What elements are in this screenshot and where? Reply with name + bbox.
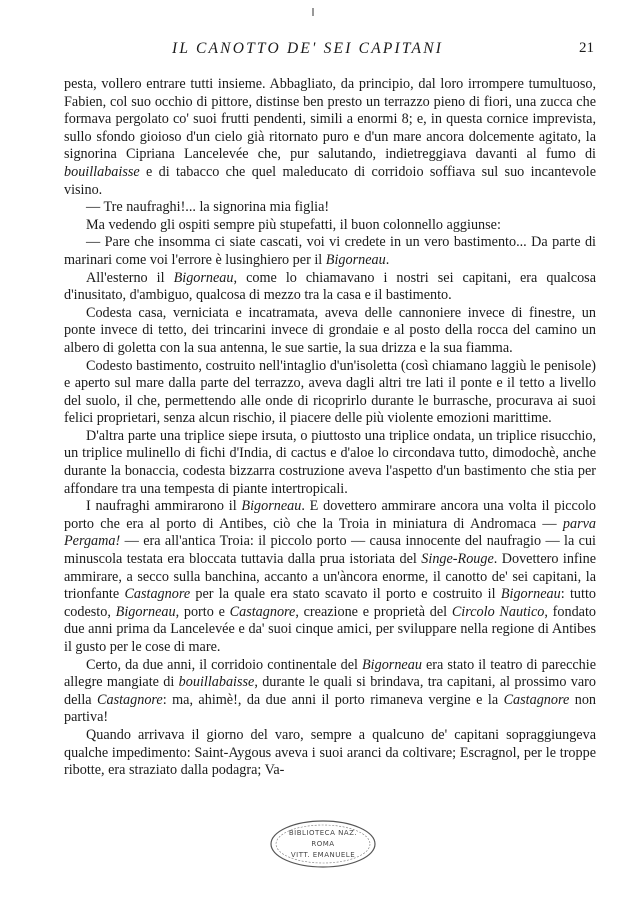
page-header: [64, 40, 594, 60]
body-text: [64, 76, 596, 780]
paragraph: — Tre naufraghi!... la signorina mia figlia!: [86, 199, 330, 216]
paragraph: — Pare che insomma ci siate cascati, voi vi credete in un vero bastimento... Da parte di marinari come voi l'errore è lusinghiero per il Bigorneau.: [64, 234, 596, 268]
stamp-text-line1: BIBLIOTECA NAZ.: [288, 829, 358, 837]
paragraph: Quando arrivava il giorno del varo, sempre a qualcuno de' capitani sopraggiungeva qualche impedimento: Saint-Aygous aveva i suoi aranci da coltivare; Escragnol, per le troppe ribotte, era straziato dalla podagra; Va-: [64, 726, 596, 779]
paragraph: Certo, da due anni, il corridoio continentale del Bigorneau era stato il teatro di parecchie allegre mangiate di bouillabaisse, durante le quali si brindava, tra capitani, al prossimo varo della Castagnore: ma, ahimè!, da due anni il porto rimaneva vergine e la Castagnore non partiva!: [64, 656, 597, 726]
top-edge-mark: [312, 8, 314, 16]
stamp-text-line3: VITT. EMANUELE: [290, 851, 356, 859]
paragraph: All'esterno il Bigorneau, come lo chiamavano i nostri sei capitani, era qualcosa d'inusitato, d'ambiguo, qualcosa di mezzo tra la casa e il bastimento.: [64, 269, 596, 304]
page-number: 21: [579, 40, 594, 56]
library-stamp: [268, 818, 378, 870]
paragraph: Codesta casa, verniciata e incatramata, aveva delle cannoniere invece di finestre, un ponte invece di tetto, dei trincarini invece di grondaie e al posto della rocca del camino un albero di goletta con la sua antenna, le sue sartie, la sua drizza e la sua fiamma.: [64, 304, 596, 356]
paragraph: I naufraghi ammirarono il Bigorneau. E dovettero ammirare ancora una volta il piccolo porto che era al porto di Antibes, ciò che la Troia in miniatura di Andromaca — parva Pergama! — era all'antica Troia: il piccolo porto — causa innocente del naufragio — la cui minuscola testata era bloccata tuttavia dalla prua istoriata del Singe-Rouge. Dovettero infine ammirare, a secco sulla banchina, accanto a un'àncora enorme, il canotto de' sei capitani, la trionfante Castagnore per la quale era stato scavato il porto e costruito il Bigorneau: tutto codesto, Bigorneau, porto e Castagnore, creazione e proprietà del Circolo Nautico, fondato due anni prima da Lancelevée e da' suoi cinque amici, per sviluppare nella regione di Antibes il gusto per le cose di mare.: [64, 498, 597, 655]
paragraph: Ma vedendo gli ospiti sempre più stupefatti, il buon colonnello aggiunse:: [86, 216, 501, 233]
paragraph: Codesto bastimento, costruito nell'intaglio d'un'isoletta (così chiamano laggiù le penisole) e aperto sul mare dalla parte del terrazzo, aveva dagli altri tre lati il ponte e il tetto a livello del suolo, il che, permettendo alle onde di ricoprirlo durante le burrasche, procurava ai suoi felici proprietari, senza alcun rischio, il piacere delle più violente emozioni marittime.: [64, 357, 596, 427]
running-title: IL CANOTTO DE' SEI CAPITANI: [172, 40, 444, 57]
paragraph: D'altra parte una triplice siepe irsuta, o piuttosto una triplice ondata, un triplice risucchio, un triplice mulinello di fichi d'India, di cactus e d'aloe lo circondava tutto, dimodochè, anche durante la bonaccia, codesta bizzarra costruzione aveva l'aspetto d'un bastimento che stia per affondare tra una tempesta di piante intertropicali.: [64, 427, 596, 497]
stamp-text-line2: ROMA: [311, 840, 335, 848]
paragraph: pesta, vollero entrare tutti insieme. Abbagliato, da principio, dal loro irrompere tumultuoso, Fabien, col suo occhio di pittore, distinse ben presto un terrazzo pieno di fiori, una zucca che formava pergolato co' suoi frutti pendenti, simili a enormi 8; e, in questa cornice imprevista, sullo sfondo gioioso d'un cielo già ritornato puro e d'un mare ancora dolcemente agitato, la signorina Cipriana Lancelevée che, pur salutando, indietreggiava davanti al fumo di bouillabaisse e di tabacco che quel maleducato di corridoio soffiava sul suo incantevole visino.: [64, 76, 596, 198]
